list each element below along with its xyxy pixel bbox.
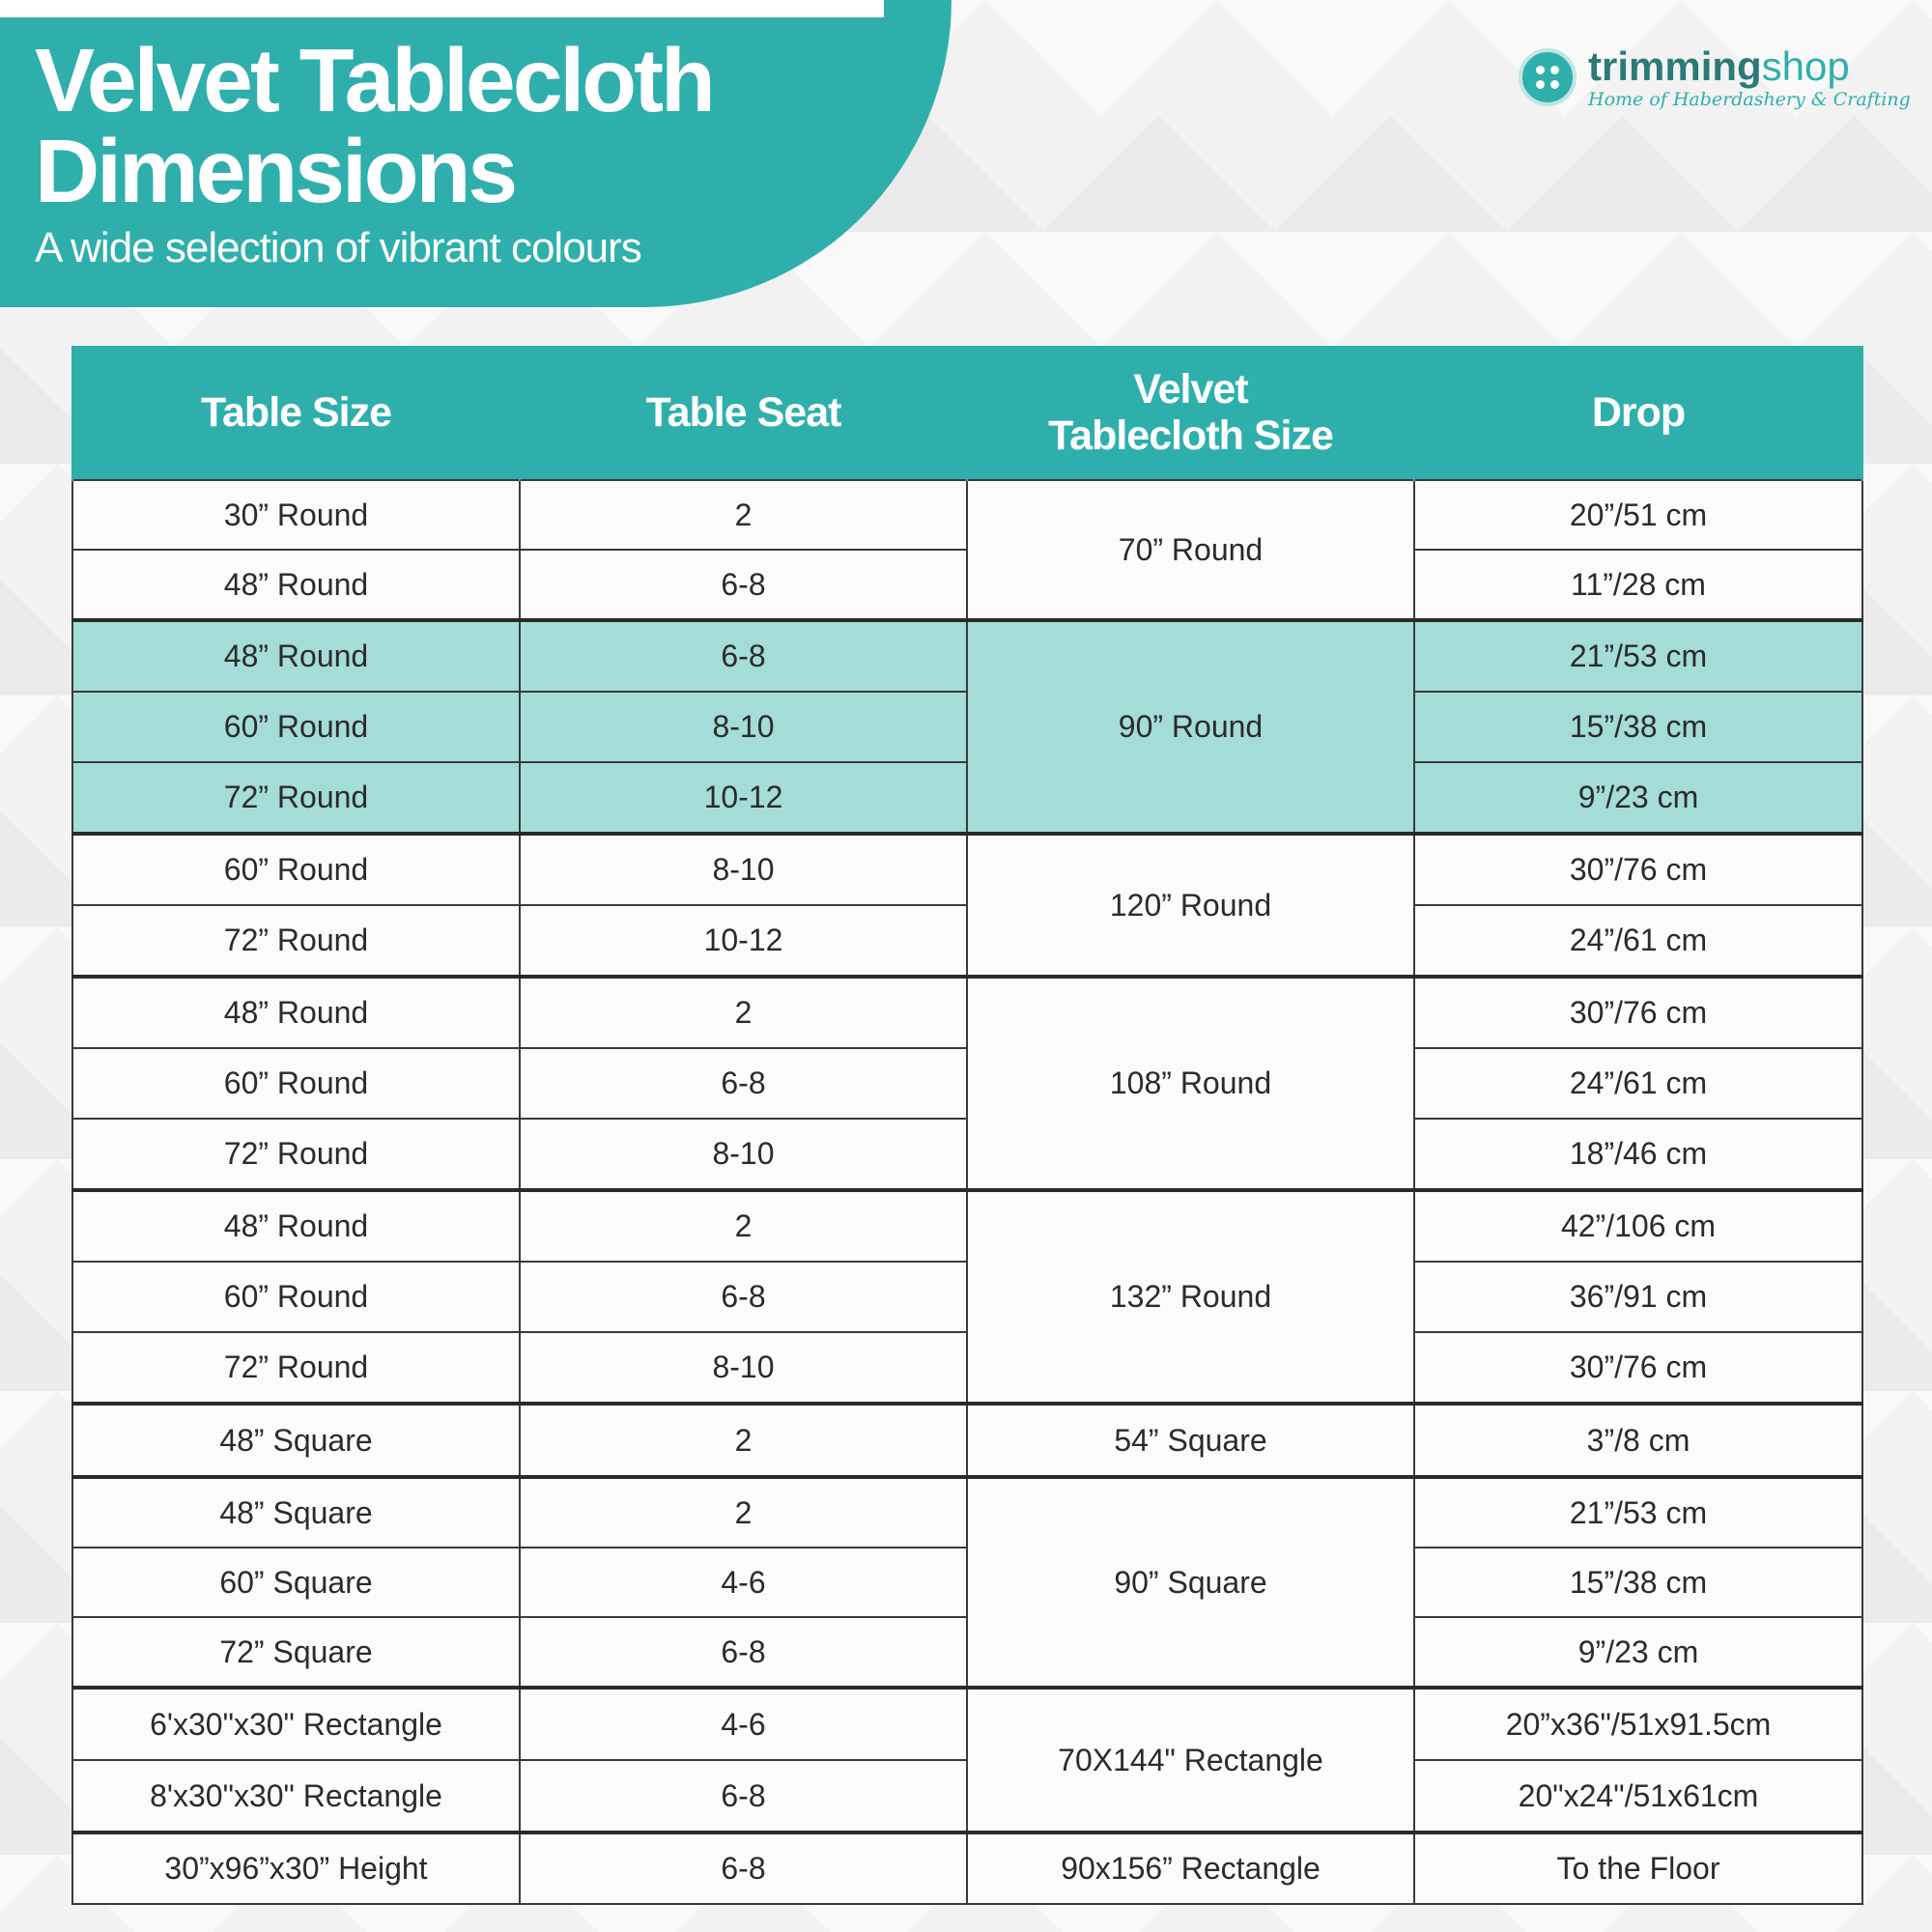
cell-table-seat: 8-10 <box>520 692 967 762</box>
brand-logo <box>1519 43 1911 119</box>
cell-drop: 18”/46 cm <box>1414 1119 1862 1190</box>
cell-table-seat: 8-10 <box>520 1332 967 1404</box>
cell-table-seat: 4-6 <box>520 1688 967 1760</box>
page-title <box>35 30 713 221</box>
cell-drop: 42”/106 cm <box>1414 1190 1862 1262</box>
header-tablecloth-size: Velvet Tablecloth Size <box>967 346 1414 480</box>
cell-drop: 20”x36"/51x91.5cm <box>1414 1688 1862 1760</box>
header-drop: Drop <box>1414 346 1862 480</box>
button-icon <box>1519 48 1577 106</box>
cell-table-size: 60” Square <box>72 1548 520 1617</box>
cell-drop: 11”/28 cm <box>1414 550 1862 620</box>
cell-table-seat: 6-8 <box>520 1833 967 1904</box>
cell-table-seat: 10-12 <box>520 762 967 834</box>
cell-table-size: 60” Round <box>72 834 520 905</box>
table-row <box>72 977 1862 1048</box>
cell-table-seat: 2 <box>520 480 967 550</box>
cell-table-size: 72” Square <box>72 1617 520 1688</box>
cell-drop: 30”/76 cm <box>1414 834 1862 905</box>
cell-drop: 9”/23 cm <box>1414 1617 1862 1688</box>
cell-table-size: 30”x96”x30” Height <box>72 1833 520 1904</box>
table-row <box>72 480 1862 550</box>
cell-tablecloth-size: 90x156” Rectangle <box>967 1833 1414 1904</box>
cell-table-seat: 2 <box>520 1404 967 1477</box>
table-row <box>72 1477 1862 1548</box>
title-line-1: Velvet Tablecloth <box>35 30 713 130</box>
cell-table-size: 60” Round <box>72 692 520 762</box>
logo-name-light: shop <box>1761 43 1850 89</box>
cell-table-size: 48” Round <box>72 1190 520 1262</box>
table-row <box>72 1688 1862 1760</box>
cell-drop: 30”/76 cm <box>1414 977 1862 1048</box>
cell-drop: To the Floor <box>1414 1833 1862 1904</box>
cell-tablecloth-size: 70X144" Rectangle <box>967 1688 1414 1833</box>
header-table-size: Table Size <box>72 346 520 480</box>
table-row <box>72 1833 1862 1904</box>
cell-table-size: 6'x30"x30" Rectangle <box>72 1688 520 1760</box>
cell-table-size: 48” Round <box>72 620 520 692</box>
cell-table-size: 60” Round <box>72 1048 520 1119</box>
cell-table-seat: 6-8 <box>520 550 967 620</box>
cell-table-size: 72” Round <box>72 905 520 977</box>
cell-drop: 9”/23 cm <box>1414 762 1862 834</box>
cell-table-seat: 6-8 <box>520 1760 967 1833</box>
cell-table-seat: 2 <box>520 977 967 1048</box>
cell-drop: 30”/76 cm <box>1414 1332 1862 1404</box>
cell-table-size: 72” Round <box>72 1119 520 1190</box>
table-row <box>72 1404 1862 1477</box>
cell-drop: 3”/8 cm <box>1414 1404 1862 1477</box>
cell-table-seat: 6-8 <box>520 1262 967 1332</box>
table-row <box>72 620 1862 692</box>
title-line-2: Dimensions <box>35 121 516 221</box>
top-strip <box>0 0 884 17</box>
cell-drop: 21”/53 cm <box>1414 620 1862 692</box>
table-header-row <box>72 346 1862 480</box>
table-row <box>72 1190 1862 1262</box>
cell-drop: 15”/38 cm <box>1414 692 1862 762</box>
cell-drop: 20"x24"/51x61cm <box>1414 1760 1862 1833</box>
cell-table-size: 60” Round <box>72 1262 520 1332</box>
cell-table-seat: 6-8 <box>520 1617 967 1688</box>
table-row <box>72 834 1862 905</box>
cell-table-seat: 2 <box>520 1190 967 1262</box>
cell-drop: 21”/53 cm <box>1414 1477 1862 1548</box>
cell-table-size: 48” Round <box>72 550 520 620</box>
cell-tablecloth-size: 54” Square <box>967 1404 1414 1477</box>
cell-table-seat: 6-8 <box>520 620 967 692</box>
cell-table-seat: 8-10 <box>520 834 967 905</box>
header-table-seat: Table Seat <box>520 346 967 480</box>
cell-tablecloth-size: 120” Round <box>967 834 1414 977</box>
page-subtitle: A wide selection of vibrant colours <box>35 224 641 271</box>
cell-table-size: 72” Round <box>72 762 520 834</box>
table-body <box>72 480 1862 1904</box>
cell-table-size: 8'x30"x30" Rectangle <box>72 1760 520 1833</box>
cell-tablecloth-size: 132” Round <box>967 1190 1414 1404</box>
cell-table-size: 48” Square <box>72 1404 520 1477</box>
cell-table-size: 48” Square <box>72 1477 520 1548</box>
cell-drop: 20”/51 cm <box>1414 480 1862 550</box>
logo-tagline: Home of Haberdashery & Crafting <box>1588 89 1911 110</box>
cell-table-size: 72” Round <box>72 1332 520 1404</box>
cell-drop: 24”/61 cm <box>1414 1048 1862 1119</box>
cell-table-seat: 6-8 <box>520 1048 967 1119</box>
cell-table-seat: 4-6 <box>520 1548 967 1617</box>
cell-table-seat: 10-12 <box>520 905 967 977</box>
cell-tablecloth-size: 90” Round <box>967 620 1414 834</box>
cell-table-size: 48” Round <box>72 977 520 1048</box>
cell-drop: 15”/38 cm <box>1414 1548 1862 1617</box>
cell-tablecloth-size: 108” Round <box>967 977 1414 1190</box>
dimensions-table <box>71 346 1863 1905</box>
cell-drop: 36”/91 cm <box>1414 1262 1862 1332</box>
cell-tablecloth-size: 90” Square <box>967 1477 1414 1688</box>
cell-drop: 24”/61 cm <box>1414 905 1862 977</box>
cell-table-seat: 2 <box>520 1477 967 1548</box>
cell-table-seat: 8-10 <box>520 1119 967 1190</box>
logo-name-bold: trimming <box>1588 43 1762 89</box>
cell-tablecloth-size: 70” Round <box>967 480 1414 620</box>
logo-wordmark <box>1588 43 1850 91</box>
cell-table-size: 30” Round <box>72 480 520 550</box>
